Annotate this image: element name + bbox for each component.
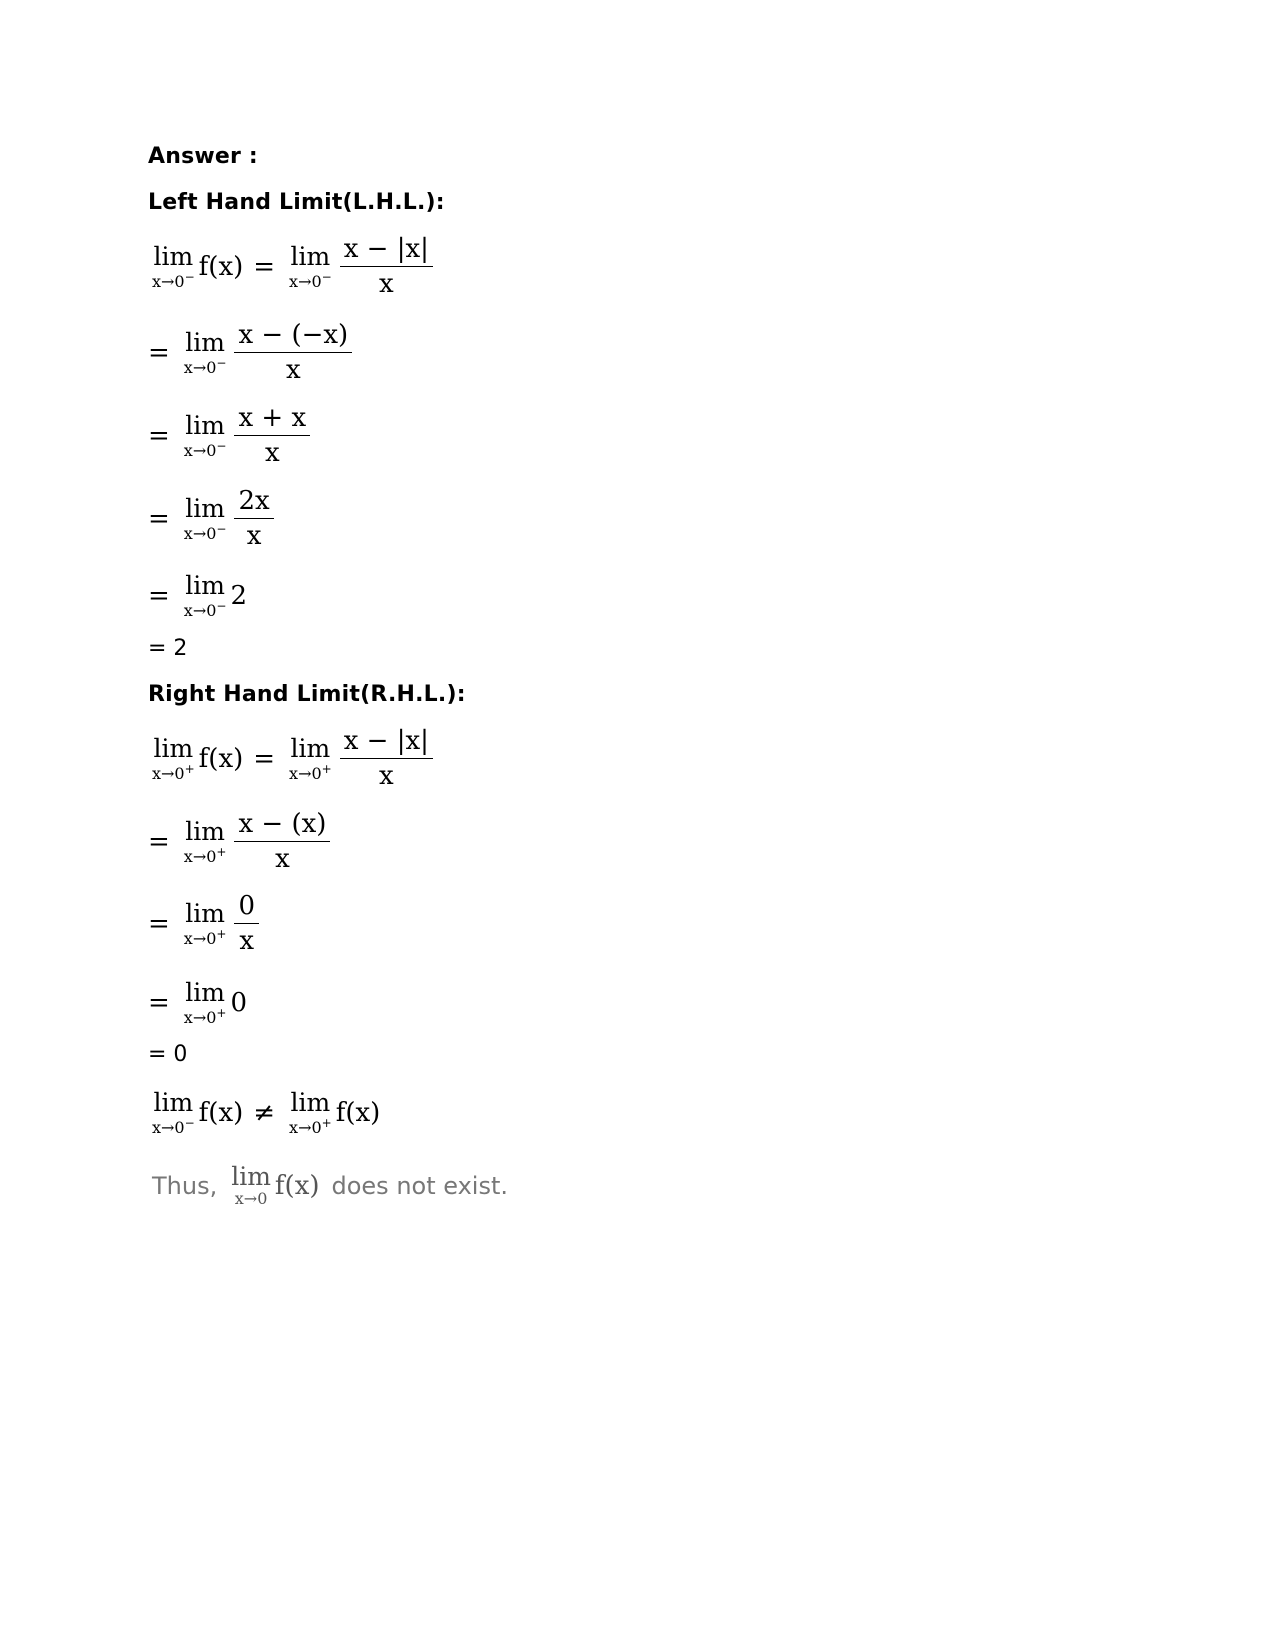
limit-operator: lim x→0− xyxy=(183,410,227,460)
fraction: $\frac{x - (-x)}{x}$ xyxy=(234,322,352,383)
fraction: $\frac{x + x}{x}$ xyxy=(234,405,310,466)
limit-operator: lim x→0+ xyxy=(289,1088,332,1137)
limit-operator: lim x→0+ xyxy=(289,733,332,783)
limit-operator: lim x→0− xyxy=(289,241,332,291)
rhl-equation-2: = lim x→0+ $\frac{x - (x)}{x}$ xyxy=(148,811,334,872)
limit-operator: lim x→0− xyxy=(183,327,227,377)
limit-operator: lim x→0− xyxy=(152,1088,195,1137)
lhl-heading: Left Hand Limit(L.H.L.): xyxy=(148,190,445,215)
fraction: $\frac{2x}{x}$ xyxy=(234,488,273,549)
fraction: $\frac{x - |x|}{x}$ xyxy=(340,728,433,789)
limit-operator: lim x→0− xyxy=(152,241,195,291)
limit-operator: lim x→0+ xyxy=(183,816,227,866)
fraction: $\frac{x - (x)}{x}$ xyxy=(234,811,330,872)
answer-heading: Answer : xyxy=(148,144,258,169)
fraction: $\frac{0}{x}$ xyxy=(234,893,259,954)
limit-comparison: lim x→0− f(x) ≠ lim x→0+ f(x) xyxy=(152,1088,381,1137)
fraction: $\frac{x - |x|}{x}$ xyxy=(340,236,433,297)
limit-operator: lim x→0− xyxy=(183,571,227,620)
limit-operator: lim x→0+ xyxy=(183,978,227,1027)
limit-operator: lim x→0− xyxy=(183,493,227,543)
rhl-result: = 0 xyxy=(148,1042,188,1067)
rhl-equation-3: = lim x→0+ $\frac{0}{x}$ xyxy=(148,893,263,954)
lhl-equation-4: = lim x→0− $\frac{2x}{x}$ xyxy=(148,488,278,549)
conclusion: Thus, lim x→0 f(x) does not exist. xyxy=(152,1162,509,1208)
limit-operator: lim x→0+ xyxy=(183,898,227,948)
lhl-equation-3: = lim x→0− $\frac{x + x}{x}$ xyxy=(148,405,314,466)
lhl-result: = 2 xyxy=(148,636,188,661)
lhl-equation-2: = lim x→0− $\frac{x - (-x)}{x}$ xyxy=(148,322,356,383)
lhl-equation-5: = lim x→0− 2 xyxy=(148,571,248,620)
limit-operator: lim x→0 xyxy=(231,1162,271,1208)
rhl-equation-4: = lim x→0+ 0 xyxy=(148,978,248,1027)
lhl-equation-1: lim x→0− f(x) = lim x→0− $\frac{x - |x|}{x}$ xyxy=(148,236,437,297)
rhl-equation-1: lim x→0+ f(x) = lim x→0+ $\frac{x - |x|}{x}$ xyxy=(148,728,437,789)
limit-operator: lim x→0+ xyxy=(152,733,195,783)
rhl-heading: Right Hand Limit(R.H.L.): xyxy=(148,682,466,707)
